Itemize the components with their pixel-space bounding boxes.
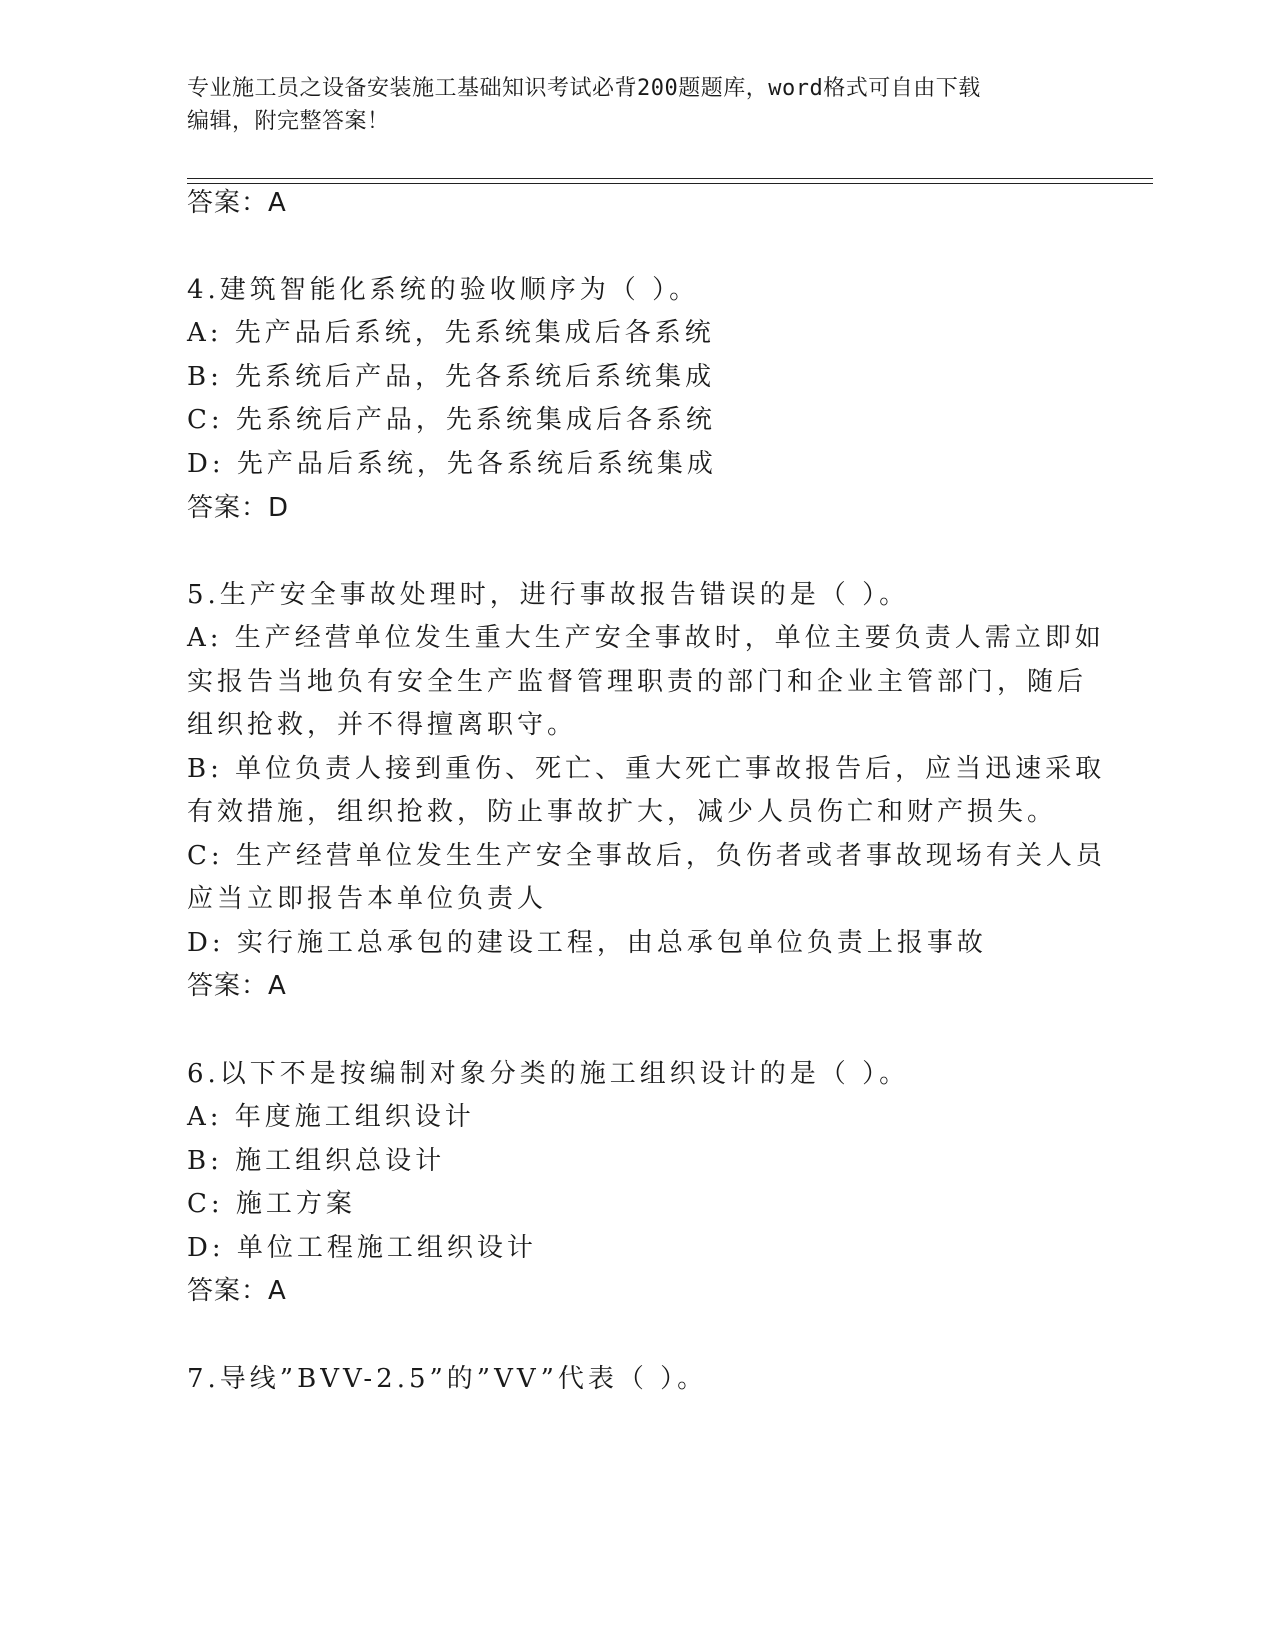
- q5-option-b-line-1: B: 单位负责人接到重伤、死亡、重大死亡事故报告后，应当迅速采取: [187, 754, 1106, 784]
- q4-option-d: D: 先产品后系统，先各系统后系统集成: [187, 449, 717, 479]
- q4-option-a: A: 先产品后系统，先系统集成后各系统: [187, 318, 715, 348]
- q6-option-b: B: 施工组织总设计: [187, 1146, 446, 1176]
- q5-option-a-line-3: 组织抢救，并不得擅离职守。: [187, 710, 578, 740]
- q5-option-a-line-1: A: 生产经营单位发生重大生产安全事故时，单位主要负责人需立即如: [187, 623, 1105, 653]
- q5-option-d: D: 实行施工总承包的建设工程，由总承包单位负责上报事故: [187, 928, 987, 958]
- question-7: 7.导线”BVV-2.5”的”VV”代表（ ）。: [187, 1364, 708, 1394]
- header-line-1: 专业施工员之设备安装施工基础知识考试必背200题题库，word格式可自由下载: [187, 76, 981, 101]
- header-divider-top: [187, 178, 1153, 179]
- q5-option-c-line-2: 应当立即报告本单位负责人: [187, 884, 548, 914]
- q6-option-a: A: 年度施工组织设计: [187, 1102, 475, 1132]
- answer-prev: 答案：A: [187, 188, 287, 218]
- q4-option-c: C: 先系统后产品，先系统集成后各系统: [187, 405, 716, 435]
- q5-option-c-line-1: C: 生产经营单位发生生产安全事故后，负伤者或者事故现场有关人员: [187, 841, 1106, 871]
- header-divider-bottom: [187, 183, 1153, 184]
- question-6: 6.以下不是按编制对象分类的施工组织设计的是（ ）。: [187, 1059, 910, 1089]
- q6-option-d: D: 单位工程施工组织设计: [187, 1233, 537, 1263]
- q5-option-a-line-2: 实报告当地负有安全生产监督管理职责的部门和企业主管部门，随后: [187, 667, 1088, 697]
- q6-answer: 答案：A: [187, 1276, 287, 1306]
- document-header: [187, 72, 1087, 138]
- question-4: 4.建筑智能化系统的验收顺序为（ ）。: [187, 275, 700, 305]
- header-line-2: 编辑，附完整答案！: [187, 109, 390, 134]
- q5-answer: 答案：A: [187, 971, 287, 1001]
- q5-option-b-line-2: 有效措施，组织抢救，防止事故扩大，减少人员伤亡和财产损失。: [187, 797, 1058, 827]
- q4-answer: 答案：D: [187, 493, 290, 523]
- q6-option-c: C: 施工方案: [187, 1189, 356, 1219]
- q4-option-b: B: 先系统后产品，先各系统后系统集成: [187, 362, 716, 392]
- question-5: 5.生产安全事故处理时，进行事故报告错误的是（ ）。: [187, 580, 910, 610]
